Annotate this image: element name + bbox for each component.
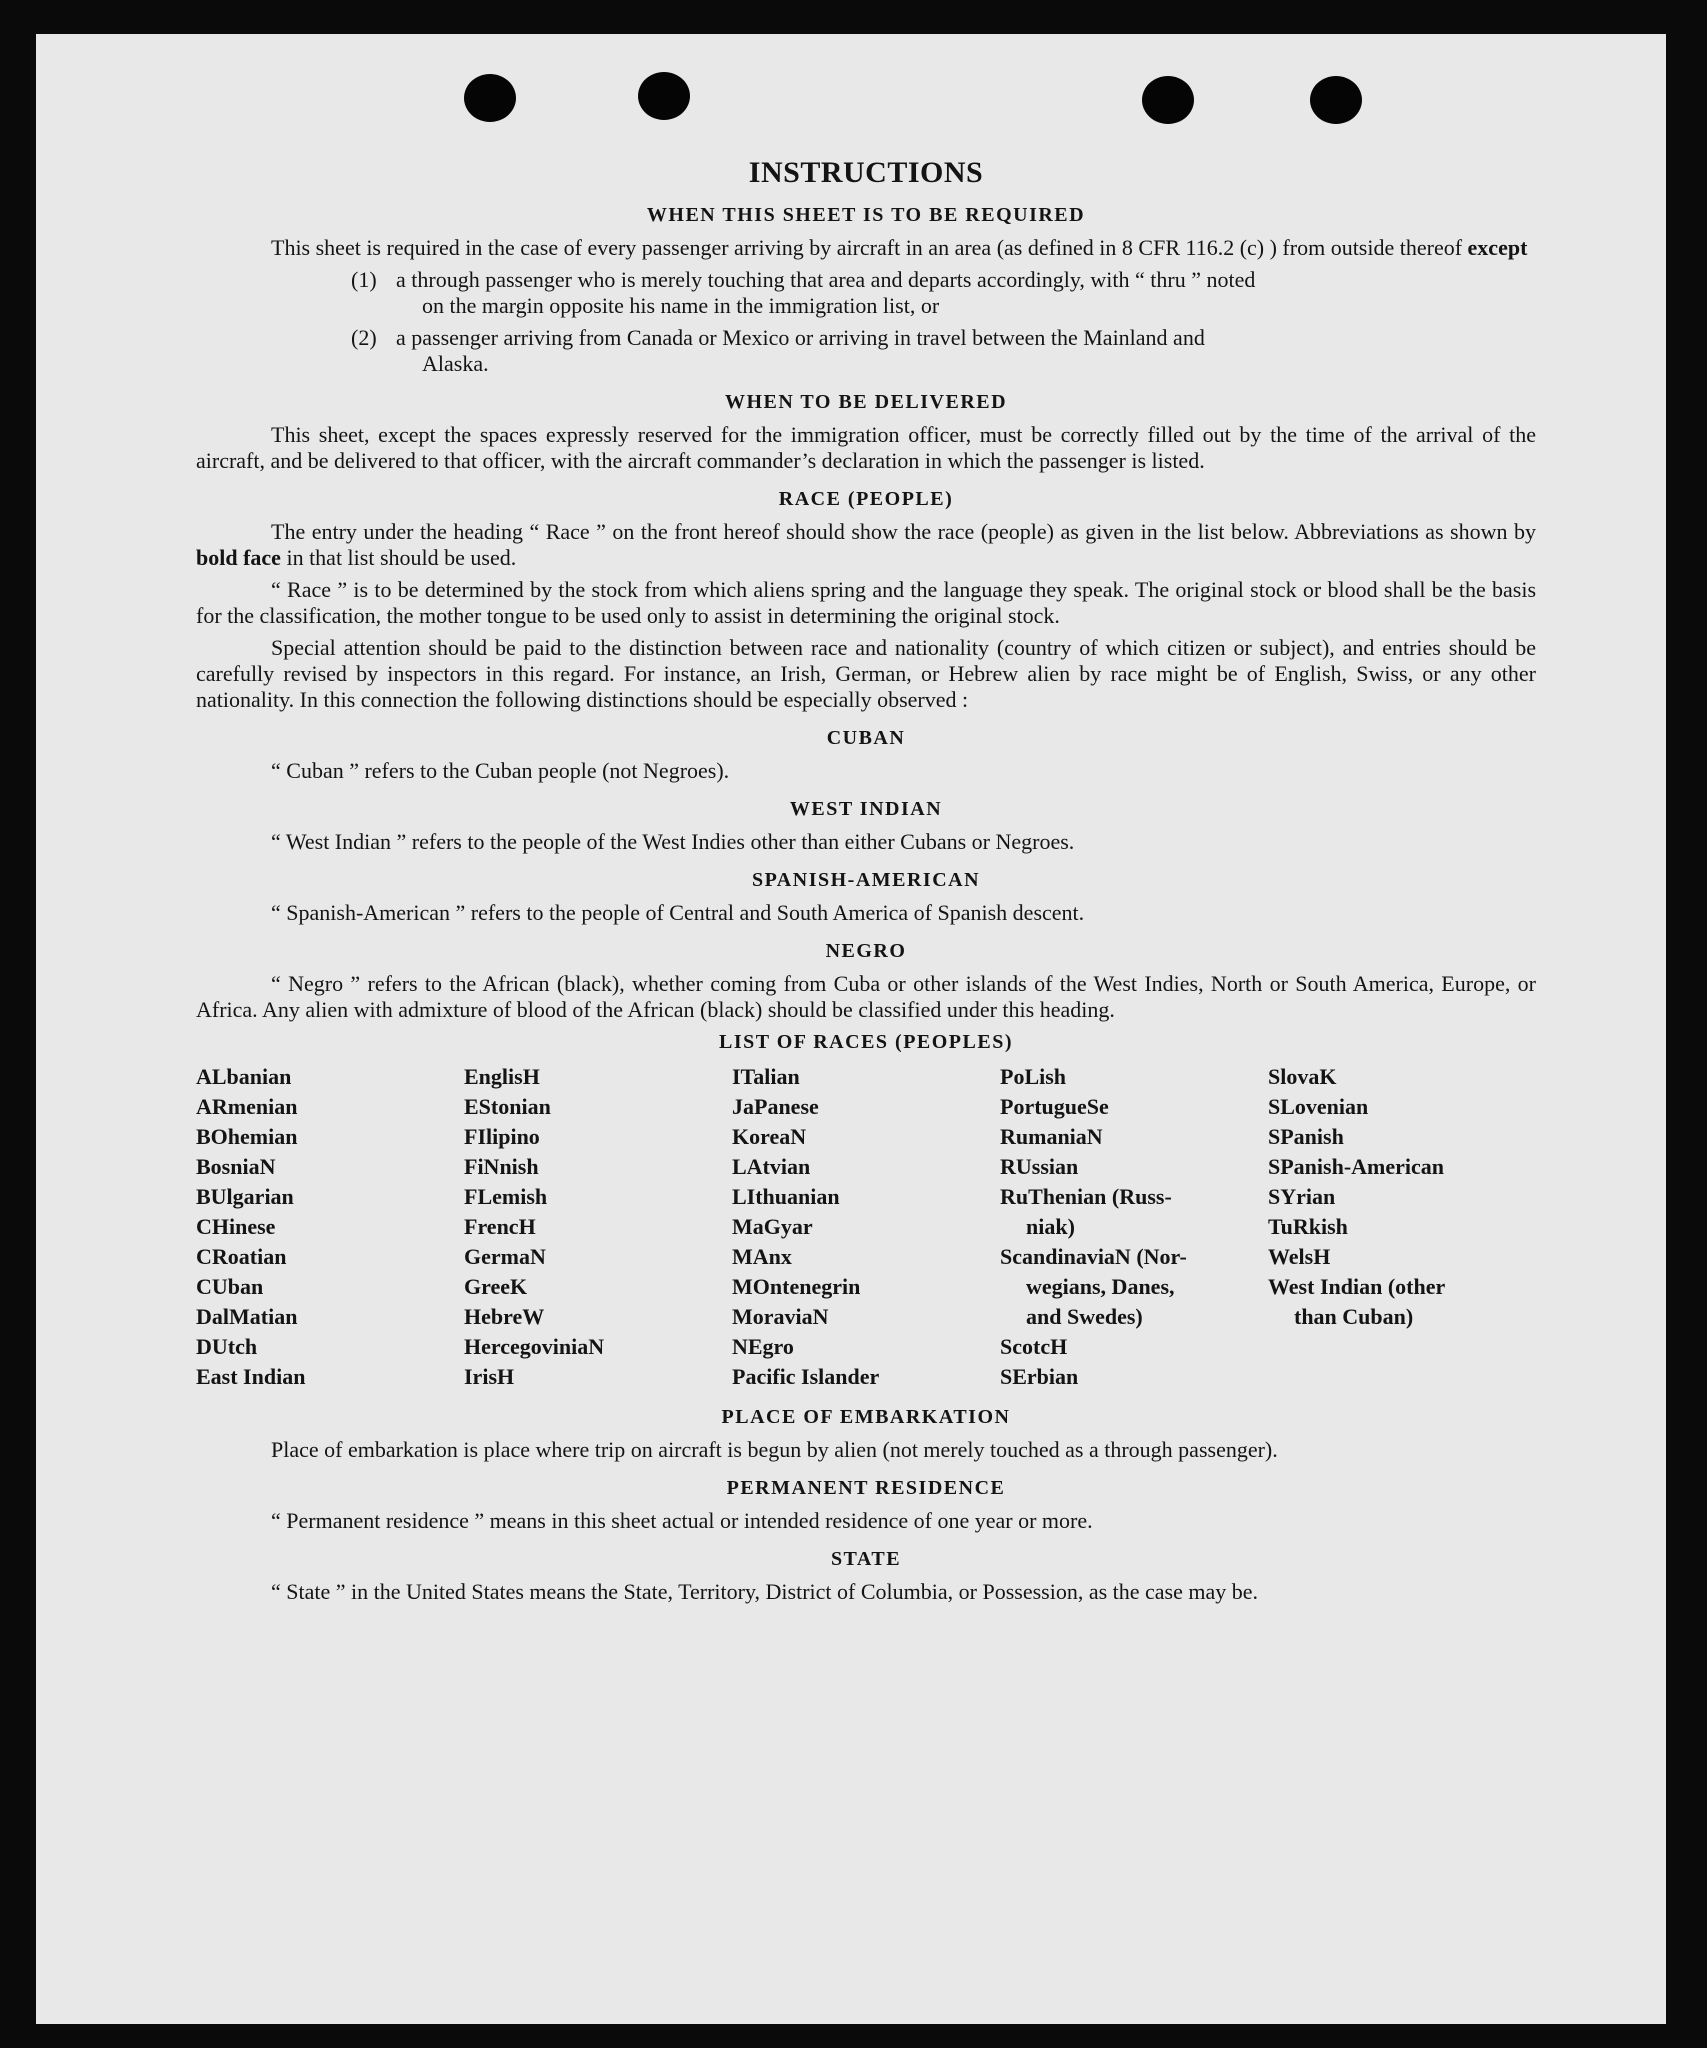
race-item: DalMatian: [196, 1304, 298, 1329]
race-item: East Indian: [196, 1364, 306, 1389]
heading-state: STATE: [830, 1548, 902, 1570]
race-item: CUban: [196, 1274, 264, 1299]
required-intro-text: This sheet is required in the case of every passenger arriving by aircraft in an area (as defined in 8 CFR 116.2 (c) ) from outside thereof: [271, 235, 1463, 260]
cuban-text: “ Cuban ” refers to the Cuban people (not Negroes).: [271, 758, 730, 783]
race-item: HercegoviniaN: [464, 1334, 605, 1359]
race-item: Pacific Islander: [732, 1364, 880, 1389]
punch-hole: [1310, 76, 1362, 124]
race-item: RuThenian (Russ-: [1000, 1184, 1172, 1209]
races-column-3: [732, 1062, 1000, 1392]
race-item-continued: wegians, Danes,: [1026, 1274, 1175, 1299]
races-list: [196, 1062, 1536, 1392]
race-item: PortugueSe: [1000, 1094, 1109, 1119]
race-item: FLemish: [464, 1184, 548, 1209]
exception-line: on the margin opposite his name in the immigration list, or: [422, 293, 940, 318]
heading-embarkation: PLACE OF EMBARKATION: [721, 1406, 1011, 1428]
delivered-text: This sheet, except the spaces expressly reserved for the immigration officer, must be correctly filled out by the time of the arrival of the aircraft, and be delivered to that officer, with the aircraft commander’s declaration in which the passenger is listed.: [196, 422, 1536, 473]
race-item: EnglisH: [464, 1064, 540, 1089]
exception-text: [396, 325, 1536, 377]
races-column-2: [464, 1062, 732, 1392]
required-intro: [196, 235, 1536, 261]
required-intro-except: except: [1467, 235, 1528, 260]
race-item: ScotcH: [1000, 1334, 1068, 1359]
heading-negro: NEGRO: [825, 940, 907, 962]
embarkation-text: Place of embarkation is place where trip on aircraft is begun by alien (not merely touched as a through passenger).: [271, 1437, 1278, 1462]
document-page: [36, 34, 1666, 2024]
race-item: JaPanese: [732, 1094, 819, 1119]
race-item: ARmenian: [196, 1094, 298, 1119]
heading-race: RACE (PEOPLE): [778, 488, 954, 510]
race-item: HebreW: [464, 1304, 545, 1329]
race-item: CHinese: [196, 1214, 276, 1239]
exception-line: Alaska.: [422, 351, 489, 376]
race-item: GermaN: [464, 1244, 546, 1269]
exception-number: (2): [351, 325, 377, 350]
race-item: MoraviaN: [732, 1304, 829, 1329]
west-indian-text: “ West Indian ” refers to the people of the West Indies other than either Cubans or Negroes.: [271, 829, 1075, 854]
exception-text: [396, 267, 1536, 319]
punch-hole: [638, 72, 690, 120]
race-item: SlovaK: [1268, 1064, 1337, 1089]
negro-text: “ Negro ” refers to the African (black), whether coming from Cuba or other islands of the West Indies, North or South America, Europe, or Africa. Any alien with admixture of blood of the African (black) should be classified under this heading.: [196, 971, 1536, 1022]
heading-list-of-races: LIST OF RACES (PEOPLES): [718, 1031, 1013, 1053]
race-item: EStonian: [464, 1094, 551, 1119]
race-item: RumaniaN: [1000, 1124, 1103, 1149]
exception-line: a through passenger who is merely touching that area and departs accordingly, with “ thru ” noted: [396, 267, 1256, 292]
instructions-content: [196, 156, 1536, 1611]
race-item: West Indian (other: [1268, 1274, 1446, 1299]
race-item: BUlgarian: [196, 1184, 294, 1209]
race-item: FIlipino: [464, 1124, 540, 1149]
race-item: MOntenegrin: [732, 1274, 861, 1299]
race-item: RUssian: [1000, 1154, 1079, 1179]
race-item: SErbian: [1000, 1364, 1079, 1389]
page-title: INSTRUCTIONS: [748, 156, 984, 189]
race-item: GreeK: [464, 1274, 528, 1299]
race-item-continued: than Cuban): [1294, 1304, 1414, 1329]
race-item: BosniaN: [196, 1154, 276, 1179]
race-item: ALbanian: [196, 1064, 292, 1089]
race-item: WelsH: [1268, 1244, 1331, 1269]
punch-hole: [464, 74, 516, 122]
race-item: FrencH: [464, 1214, 536, 1239]
race-item: LAtvian: [732, 1154, 811, 1179]
race-item: ITalian: [732, 1064, 800, 1089]
race-item: SYrian: [1268, 1184, 1336, 1209]
heading-cuban: CUBAN: [826, 727, 906, 749]
race-item: MAnx: [732, 1244, 792, 1269]
exception-item: [196, 325, 1536, 377]
race-item: IrisH: [464, 1364, 515, 1389]
exception-number: (1): [351, 267, 377, 292]
race-p1-bold: bold face: [196, 545, 281, 570]
state-text: “ State ” in the United States means the State, Territory, District of Columbia, or Possession, as the case may be.: [271, 1579, 1259, 1604]
race-item: ScandinaviaN (Nor-: [1000, 1244, 1187, 1269]
race-item: SLovenian: [1268, 1094, 1369, 1119]
race-p1-text: The entry under the heading “ Race ” on the front hereof should show the race (people) as given in the list below. Abbreviations as shown by: [271, 519, 1536, 544]
race-paragraph-3: Special attention should be paid to the distinction between race and nationality (country of which citizen or subject), and entries should be carefully revised by inspectors in this regard. For instance, an Irish, German, or Hebrew alien by race might be of English, Swiss, or any other nationality. In this connection the following distinctions should be especially observed :: [196, 635, 1536, 712]
race-item: DUtch: [196, 1334, 258, 1359]
heading-west-indian: WEST INDIAN: [789, 798, 943, 820]
race-item: TuRkish: [1268, 1214, 1348, 1239]
race-item: NEgro: [732, 1334, 794, 1359]
race-p1-text-end: in that list should be used.: [286, 545, 517, 570]
heading-delivered: WHEN TO BE DELIVERED: [724, 391, 1008, 413]
heading-permanent-residence: PERMANENT RESIDENCE: [726, 1477, 1006, 1499]
race-paragraph-1: [196, 519, 1536, 571]
race-item: PoLish: [1000, 1064, 1067, 1089]
heading-required: WHEN THIS SHEET IS TO BE REQUIRED: [646, 204, 1086, 226]
race-item: CRoatian: [196, 1244, 287, 1269]
race-item: LIthuanian: [732, 1184, 840, 1209]
races-column-5: [1268, 1062, 1536, 1392]
exception-line: a passenger arriving from Canada or Mexico or arriving in travel between the Mainland and: [396, 325, 1205, 350]
spanish-american-text: “ Spanish-American ” refers to the people of Central and South America of Spanish descent.: [271, 900, 1085, 925]
race-paragraph-2: “ Race ” is to be determined by the stock from which aliens spring and the language they speak. The original stock or blood shall be the basis for the classification, the mother tongue to be used only to assist in determining the original stock.: [196, 577, 1536, 628]
punch-hole: [1142, 76, 1194, 124]
race-item: BOhemian: [196, 1124, 298, 1149]
permanent-residence-text: “ Permanent residence ” means in this sheet actual or intended residence of one year or more.: [271, 1508, 1093, 1533]
heading-spanish-american: SPANISH-AMERICAN: [751, 869, 981, 891]
exception-item: [196, 267, 1536, 319]
race-item: FiNnish: [464, 1154, 539, 1179]
race-item-continued: and Swedes): [1026, 1304, 1143, 1329]
races-column-4: [1000, 1062, 1268, 1392]
race-item-continued: niak): [1026, 1214, 1075, 1239]
race-item: SPanish-American: [1268, 1154, 1444, 1179]
race-item: KoreaN: [732, 1124, 807, 1149]
races-column-1: [196, 1062, 464, 1392]
race-item: SPanish: [1268, 1124, 1344, 1149]
race-item: MaGyar: [732, 1214, 813, 1239]
